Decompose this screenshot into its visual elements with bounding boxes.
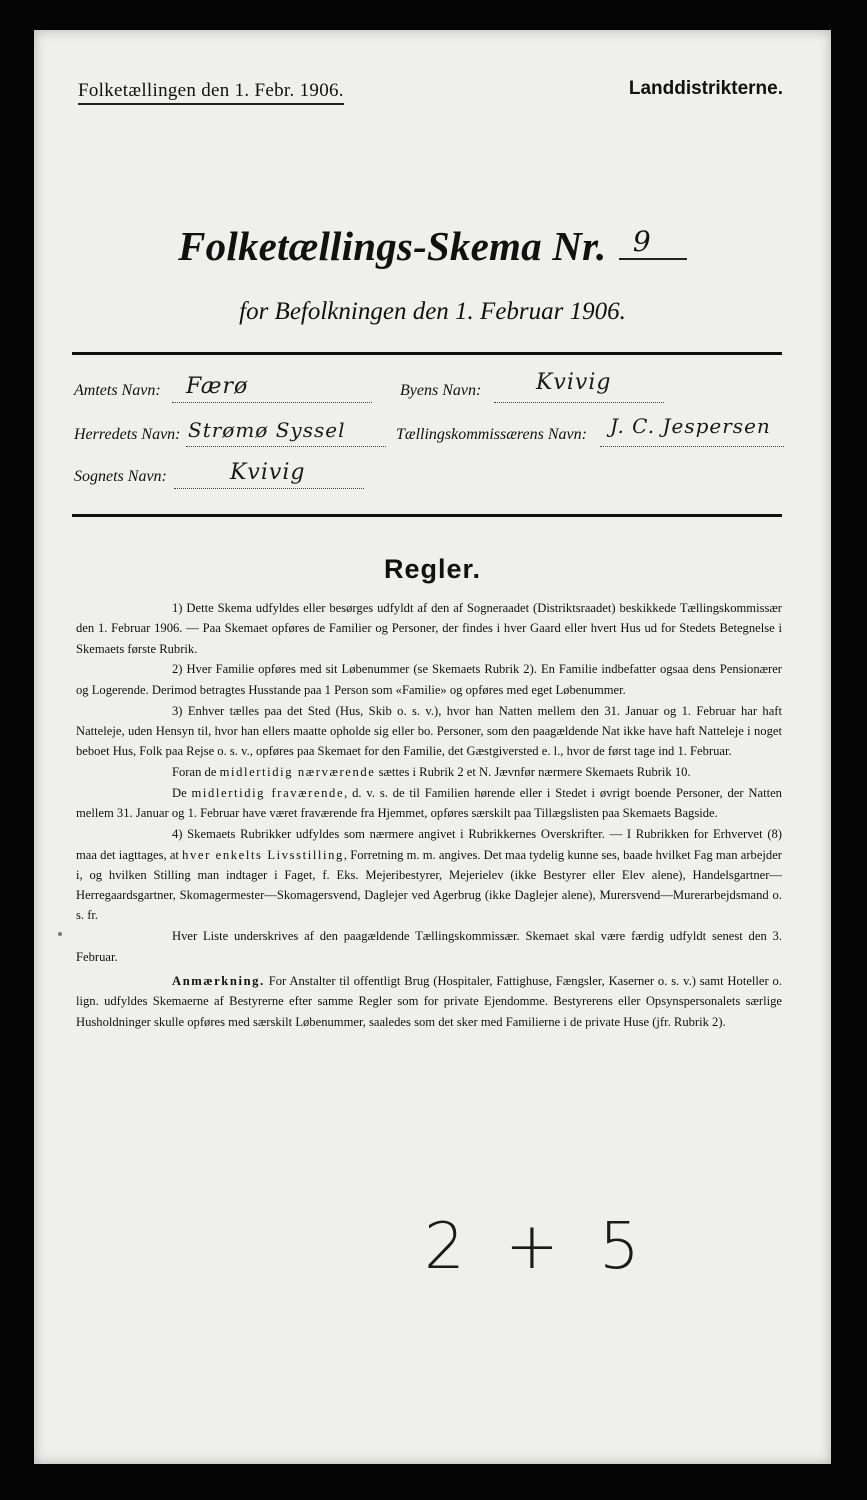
sogn-value: Kvivig (230, 460, 306, 485)
rule-3-present-emph: midlertidig nærværende (219, 765, 376, 780)
rule-4-pre: 4) Skemaets Rubrikker udfyldes som nærmere angivet i Rubrikkernes Overskrifter. — I Rubrikken for Erhvervet (8) maa det iagttages, at (76, 827, 782, 862)
rule-4-post: , Forretning m. m. angives. Det maa tydelig kunne ses, baade hvilket Fag man arbejder i, og hvilken Stilling man indtager i Faget, f. Eks. Mejeribestyrer, Mejerielev (ikke Bestyrer eller Elev alene), Handelsgartner—Herregaardsgartner, Skomagermester—Skomagersvend, Daglejer ved Agerbrug (ikke Daglejer alene), Murersvend—Murerarbejdsmand o. s. fr. (76, 847, 782, 923)
by-value: Kvivig (536, 370, 612, 395)
form-title-text: Folketællings-Skema Nr. (178, 223, 607, 269)
rule-4-emph: hver enkelts Livsstilling (182, 847, 344, 862)
rule-4 (76, 824, 782, 925)
rule-3-absent-post: , d. v. s. de til Familien hørende eller i Stedet i øvrigt boende Personer, der Natten mellem 31. Januar og 1. Februar have været fraværende fra Hjemmet, opføres særskilt paa Tillægslisten paa Skemaets Bagside. (76, 786, 782, 821)
rules-heading: Regler. (383, 554, 482, 584)
kommissaer-label: Tællingskommissærens Navn: (396, 426, 587, 443)
form-number-value: 9 (632, 225, 651, 258)
header-district-type: Landdistrikterne. (628, 78, 783, 99)
sogn-label: Sognets Navn: (74, 468, 167, 485)
paper-speck (58, 932, 62, 936)
rule-1: 1) Dette Skema udfyldes eller besørges udfyldt af den af Sogneraadet (Distriktsraadet) beskikkede Tællingskommissær den 1. Februar 1906. — Paa Skemaet opføres de Familier og Personer, der findes i hver Gaard eller hvert Hus ud for Stedets Betegnelse i Skemaets første Rubrik. (76, 601, 782, 656)
annotation-text: For Anstalter til offentligt Brug (Hospitaler, Fattighuse, Fængsler, Kaserner o. s. v.) samt Hoteller o. lign. udfyldes Skemaerne af Bestyrerne efter samme Regler som for private Ejendomme. Bestyrerens eller Opsynspersonalets særlige Husholdninger skulle opføres med særskilt Løbenummer, saaledes som det sker med Familierne i de private Huse (jfr. Rubrik 2). (76, 973, 782, 1029)
by-label: Byens Navn: (400, 382, 482, 399)
rule-3-present-pre: Foran de (172, 765, 220, 780)
census-form-page (34, 30, 831, 1464)
annotation-label: Anmærkning. (172, 973, 265, 988)
amt-label: Amtets Navn: (74, 382, 161, 399)
form-subtitle: for Befolkningen den 1. Februar 1906. (239, 298, 626, 325)
divider-bottom (72, 514, 782, 517)
rule-3: 3) Enhver tælles paa det Sted (Hus, Skib o. s. v.), hvor han Natten mellem den 31. Januar og 1. Februar har haft Natteleje, uden Hensyn til, hvor han ellers maatte opholde sig eller bo. Personer, som den paagældende Nat ikke have haft Natteleje i noget beboet Hus, Folk paa Rejse o. s. v., opføres paa Skemaet for den Familie, det Gæstgiversted e. l., hvor de først tage ind 1. Februar. (76, 703, 782, 759)
header-census-date: Folketællingen den 1. Febr. 1906. (78, 80, 344, 105)
rule-3-absent-emph: midlertidig fraværende (191, 786, 345, 801)
form-title (34, 222, 831, 270)
rule-3-present-post: sættes i Rubrik 2 et N. Jævnfør nærmere Skemaets Rubrik 10. (375, 765, 691, 780)
amt-value: Færø (186, 374, 249, 399)
rule-5: Hver Liste underskrives af den paagældende Tællingskommissær. Skemaet skal være færdig udfyldt senest den 3. Februar. (76, 929, 782, 964)
rule-3-absent-pre: De (172, 786, 192, 801)
rule-2: 2) Hver Familie opføres med sit Løbenummer (se Skemaets Rubrik 2). En Familie indbefatter ogsaa dens Pensionærer og Logerende. Derimod betragtes Husstande paa 1 Person som «Familie» og opføres med eget Løbenummer. (76, 662, 782, 697)
kommissaer-value: J. C. Jespersen (610, 414, 771, 438)
pencil-annotation: 2 + 5 (424, 1210, 650, 1284)
rules-text (76, 598, 782, 1032)
herred-value: Strømø Syssel (188, 418, 346, 442)
herred-label: Herredets Navn: (74, 426, 181, 443)
rule-3-absent (76, 783, 782, 824)
form-number-field (619, 225, 687, 260)
divider-top (72, 352, 782, 355)
annotation (76, 971, 782, 1032)
rule-3-present (76, 762, 782, 782)
